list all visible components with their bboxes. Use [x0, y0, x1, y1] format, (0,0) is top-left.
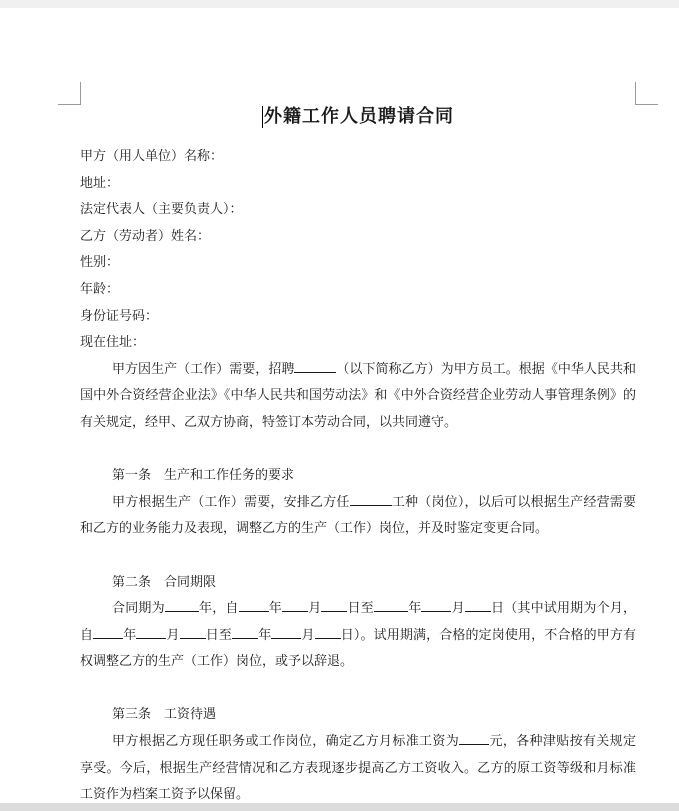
blank-line	[315, 624, 341, 639]
blank-line	[232, 624, 258, 639]
article-1-heading: 第一条 生产和工作任务的要求	[112, 468, 295, 484]
article-3-text-2: 元，各种津贴按有关规定享受。今后，根据生产经营情况和乙方表现逐步提高乙方工资收入。乙方的原工资等级和月标准工资作为档案工资予以保留。	[80, 734, 636, 803]
text-cursor	[262, 106, 263, 128]
document-title[interactable]	[80, 104, 636, 130]
article-2-text: 日至	[347, 601, 374, 617]
blank-line	[321, 597, 347, 612]
article-2-text: 合同期为	[112, 601, 165, 617]
blank-line	[180, 624, 206, 639]
field-legal-representative: 法定代表人（主要负责人）：	[80, 202, 243, 218]
blank-line	[421, 597, 451, 612]
article-1-text-1: 甲方根据生产（工作）需要，安排乙方任	[112, 494, 350, 510]
article-2-text: 年	[258, 627, 272, 643]
article-2-text: 年	[268, 601, 282, 617]
article-1-text-2: 工种（岗位），以后可以根据生产经营需要和乙方的业务能力及表现，调整乙方的生产（工作）岗位，并及时鉴定变更合同。	[80, 494, 636, 537]
article-2-paragraph	[80, 596, 636, 676]
article-3-text-1: 甲方根据乙方现任职务或工作岗位，确定乙方月标准工资为	[112, 734, 460, 750]
article-1-paragraph	[80, 490, 636, 543]
blank-line	[282, 597, 308, 612]
intro-text-2: （以下简称乙方）为甲方员工。根据《中华人民共和国中外合资经营企业法》《中华人民共和国劳动法》和《中外合资经营企业劳动人事管理条例》的有关规定，经甲、乙双方协商，特签订本劳动合同，以共同遵守。	[80, 361, 636, 430]
document-body[interactable]	[80, 104, 636, 803]
intro-paragraph	[80, 357, 636, 437]
blank-line	[350, 491, 392, 506]
field-age: 年龄：	[80, 281, 120, 297]
blank-line	[165, 597, 199, 612]
blank-line	[271, 624, 301, 639]
blank-line	[465, 597, 491, 612]
article-2-heading: 第二条 合同期限	[112, 574, 217, 590]
article-2-text: 年，自	[198, 601, 239, 617]
article-2-text: 月	[166, 627, 180, 643]
blank-line	[93, 624, 123, 639]
intro-text-1: 甲方因生产（工作）需要，招聘	[112, 361, 295, 377]
field-id-number: 身份证号码：	[80, 308, 159, 324]
article-2-text: 年	[408, 601, 422, 617]
article-2-text: 月	[451, 601, 465, 617]
field-address: 地址：	[80, 175, 120, 191]
blank-line	[459, 730, 489, 745]
window-bottom-strip	[0, 803, 679, 811]
crop-mark-top-left	[58, 82, 81, 105]
article-2-text: 年	[123, 627, 137, 643]
article-2-text: 日）。试用期满，合格的定岗使用，不合格的甲方有权调整乙方的生产（工作）岗位，或予以辞退。	[80, 627, 636, 670]
article-2-text: 日（其中试用期为	[490, 601, 597, 617]
field-party-b-name: 乙方（劳动者）姓名：	[80, 228, 211, 244]
crop-mark-top-right	[635, 82, 658, 105]
title-text: 外籍工作人员聘请合同	[264, 106, 454, 127]
article-2-text: 日至	[205, 627, 233, 643]
field-gender: 性别：	[80, 255, 120, 271]
field-party-a-name: 甲方（用人单位）名称：	[80, 149, 224, 164]
field-current-address: 现在住址：	[80, 335, 146, 351]
blank-line	[374, 597, 408, 612]
blank-line	[294, 358, 336, 373]
document-page[interactable]	[0, 8, 679, 803]
blank-line	[239, 597, 269, 612]
article-3-heading: 第三条 工资待遇	[112, 707, 217, 723]
blank-line	[136, 624, 166, 639]
article-3-paragraph	[80, 729, 636, 803]
article-2-text: 个月，自	[80, 601, 636, 643]
window-top-strip	[0, 0, 679, 8]
article-2-text: 月	[301, 627, 315, 643]
article-2-text: 月	[308, 601, 322, 617]
